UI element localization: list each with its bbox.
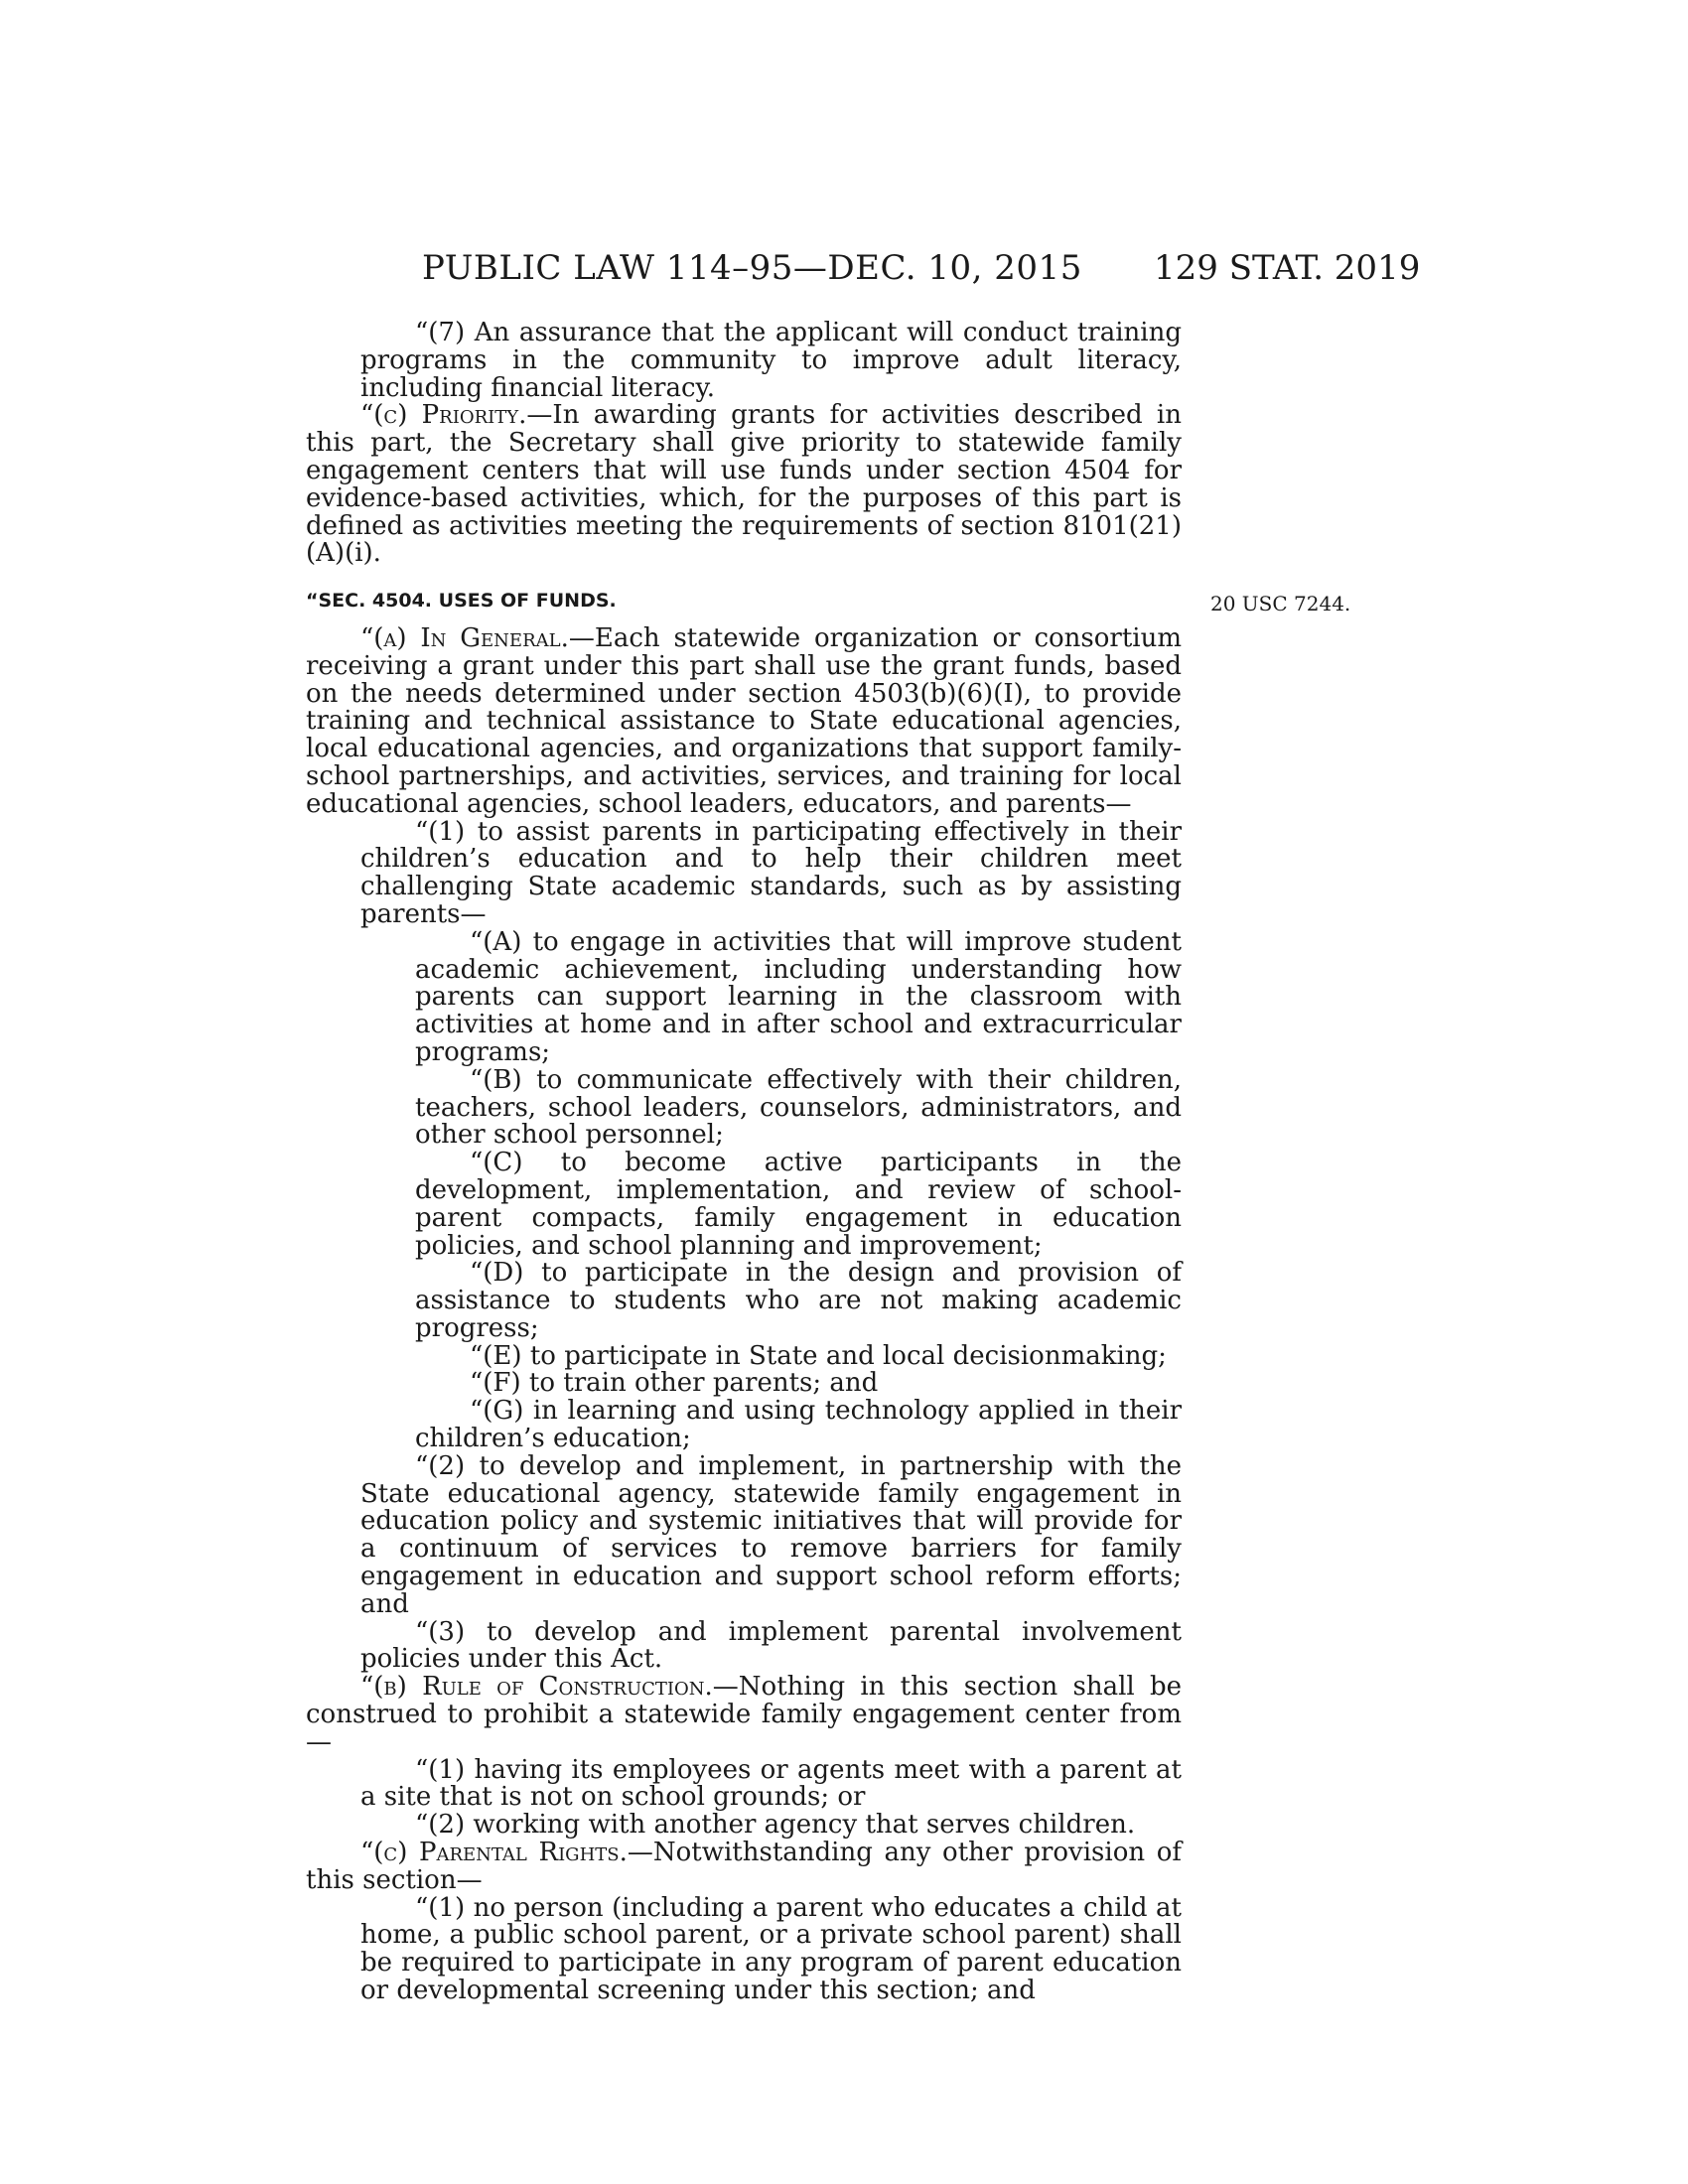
paragraph-a1-C: “(C) to become active participants in the development, implementation, and review of school-parent compacts, family engagement in education policies, and school planning and improvement;: [415, 1148, 1182, 1261]
paragraph-a-label: “(a) In General.—: [360, 622, 595, 653]
paragraph-a-text: Each statewide organization or consortium receiving a grant under this part shall use the grant funds, based on the needs determined under section 4503(b)(6)(I), to provide training and technical assistance to State educational agencies, local educational agencies, and organizations that support family-school partnerships, and activities, services, and training for local educational agencies, school leaders, educators, and parents—: [306, 622, 1182, 819]
paragraph-c-priority-text: In awarding grants for activities described in this part, the Secretary shall give priority to statewide family engagement centers that will use funds under section 4504 for evidence-based activities, which, for the purposes of this part is defined as activities meeting the requirements of section 8101(21)(A)(i).: [306, 400, 1182, 569]
paragraph-a1-E: “(E) to participate in State and local decisionmaking;: [470, 1340, 1167, 1371]
paragraph-a1-G: “(G) in learning and using technology applied in their children’s education;: [415, 1396, 1182, 1454]
paragraph-7-assurance: “(7) An assurance that the applicant will conduct training programs in the community to improve adult literacy, including financial literacy.: [360, 318, 1182, 403]
paragraph-c-rights-text: Notwithstanding any other provision of this section—: [306, 1838, 1183, 1895]
paragraph-b-text: Nothing in this section shall be construed to prohibit a statewide family engagement center from—: [306, 1672, 1182, 1757]
paragraph-a1: “(1) to assist parents in participating effectively in their children’s education and to help their children meet challenging State academic standards, such as by assisting parents—: [360, 816, 1182, 929]
paragraph-c-parental-rights: [306, 1840, 1182, 1895]
paragraph-c1: “(1) no person (including a parent who educates a child at home, a public school parent, or a private school parent) shall be required to participate in any program of parent education or developmental screening under this section; and: [360, 1892, 1182, 2006]
paragraph-c-rights-label: “(c) Parental Rights.—: [360, 1838, 653, 1868]
paragraph-b2: “(2) working with another agency that serves children.: [415, 1810, 1136, 1841]
paragraph-a3: “(3) to develop and implement parental involvement policies under this Act.: [360, 1616, 1182, 1675]
page-header-title: PUBLIC LAW 114–95—DEC. 10, 2015: [422, 248, 1082, 288]
paragraph-a1-B: “(B) to communicate effectively with their children, teachers, school leaders, counselors, administrators, and other school personnel;: [415, 1064, 1182, 1151]
paragraph-a1-A: “(A) to engage in activities that will improve student academic achievement, including understanding how parents can support learning in the classroom with activities at home and in after school and extracurricular programs;: [415, 926, 1182, 1067]
paragraph-a1-F: “(F) to train other parents; and: [470, 1368, 879, 1399]
paragraph-a2: “(2) to develop and implement, in partnership with the State educational agency, statewide family engagement in education policy and systemic initiatives that will provide for a continuum of services to remove barriers for family engagement in education and support school reform efforts; and: [360, 1450, 1182, 1619]
paragraph-a1-D: “(D) to participate in the design and provision of assistance to students who are not making academic progress;: [415, 1258, 1182, 1343]
paragraph-c-priority: [306, 402, 1182, 568]
paragraph-c-priority-label: “(c) Priority.—: [360, 400, 553, 431]
paragraph-a-in-general: [306, 622, 1182, 819]
section-4504-heading: “SEC. 4504. USES OF FUNDS.: [306, 590, 617, 613]
paragraph-b1: “(1) having its employees or agents meet with a parent at a site that is not on school grounds; or: [360, 1754, 1182, 1813]
document-body: [306, 320, 1182, 2005]
margin-citation-note: 20 USC 7244.: [1210, 592, 1351, 615]
paragraph-b-rule-of-construction: [306, 1674, 1182, 1756]
page-header-stat-number: 129 STAT. 2019: [1154, 248, 1421, 288]
paragraph-b-label: “(b) Rule of Construction.—: [360, 1672, 739, 1703]
